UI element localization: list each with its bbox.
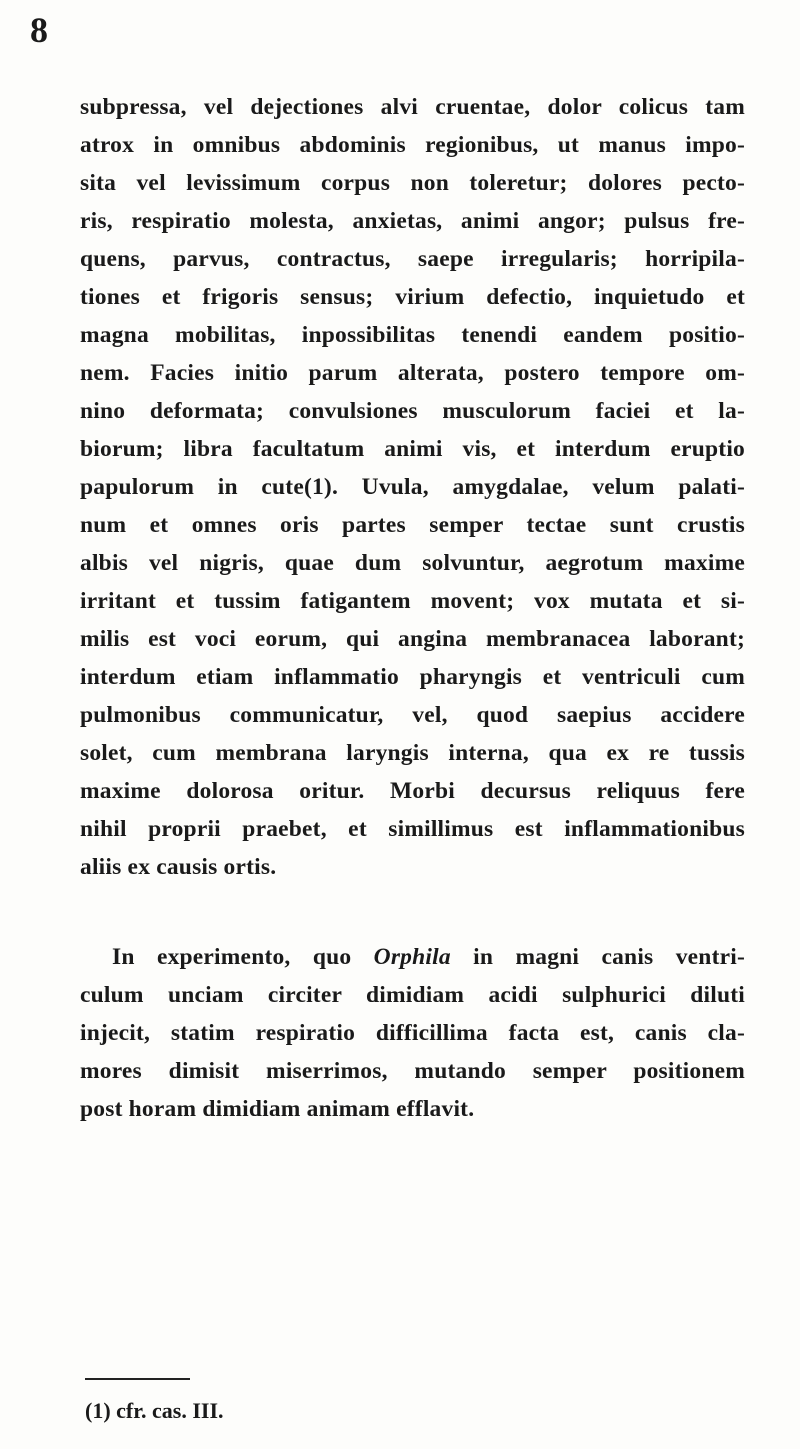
text-line: mores dimisit miserrimos, mutando semper positionem <box>80 1058 745 1084</box>
text-line: magna mobilitas, inpossibilitas tenendi eandem positio- <box>80 322 745 348</box>
text-line: post horam dimidiam animam efflavit. <box>80 1096 475 1122</box>
text-run: In experimento, quo <box>112 944 374 970</box>
author-name: Orphila <box>373 944 451 970</box>
text-line: culum unciam circiter dimidiam acidi sulphurici diluti <box>80 982 745 1008</box>
text-line: nino deformata; convulsiones musculorum faciei et la- <box>80 398 745 424</box>
paragraph-gap <box>80 886 745 938</box>
text-line: nem. Facies initio parum alterata, postero tempore om- <box>80 360 745 386</box>
text-line: subpressa, vel dejectiones alvi cruentae, dolor colicus tam <box>80 94 745 120</box>
footnote: (1) cfr. cas. III. <box>85 1398 224 1423</box>
text-line: maxime dolorosa oritur. Morbi decursus reliquus fere <box>80 778 745 804</box>
paragraph-2 <box>80 938 745 1128</box>
text-line: papulorum in cute(1). Uvula, amygdalae, velum palati- <box>80 474 745 500</box>
text-run: in magni canis ventri- <box>450 944 745 970</box>
text-line: biorum; libra facultatum animi vis, et interdum eruptio <box>80 436 745 462</box>
text-line: pulmonibus communicatur, vel, quod saepius accidere <box>80 702 745 728</box>
body-text <box>80 88 745 1128</box>
text-line: solet, cum membrana laryngis interna, qua ex re tussis <box>80 740 745 766</box>
text-line: tiones et frigoris sensus; virium defectio, inquietudo et <box>80 284 745 310</box>
text-line: nihil proprii praebet, et simillimus est inflammationibus <box>80 816 745 842</box>
text-line: milis est voci eorum, qui angina membranacea laborant; <box>80 626 745 652</box>
text-line: irritant et tussim fatigantem movent; vox mutata et si- <box>80 588 745 614</box>
text-line: atrox in omnibus abdominis regionibus, ut manus impo- <box>80 132 745 158</box>
text-line: num et omnes oris partes semper tectae sunt crustis <box>80 512 745 538</box>
text-line: interdum etiam inflammatio pharyngis et ventriculi cum <box>80 664 745 690</box>
paragraph-1 <box>80 88 745 886</box>
text-line <box>80 938 745 976</box>
text-line: sita vel levissimum corpus non toleretur; dolores pecto- <box>80 170 745 196</box>
page-number: 8 <box>30 10 48 50</box>
text-line: albis vel nigris, quae dum solvuntur, aegrotum maxime <box>80 550 745 576</box>
text-line: injecit, statim respiratio difficillima facta est, canis cla- <box>80 1020 745 1046</box>
text-line: aliis ex causis ortis. <box>80 854 277 880</box>
text-line: ris, respiratio molesta, anxietas, animi angor; pulsus fre- <box>80 208 745 234</box>
text-line: quens, parvus, contractus, saepe irregularis; horripila- <box>80 246 745 272</box>
footnote-rule <box>85 1378 190 1380</box>
